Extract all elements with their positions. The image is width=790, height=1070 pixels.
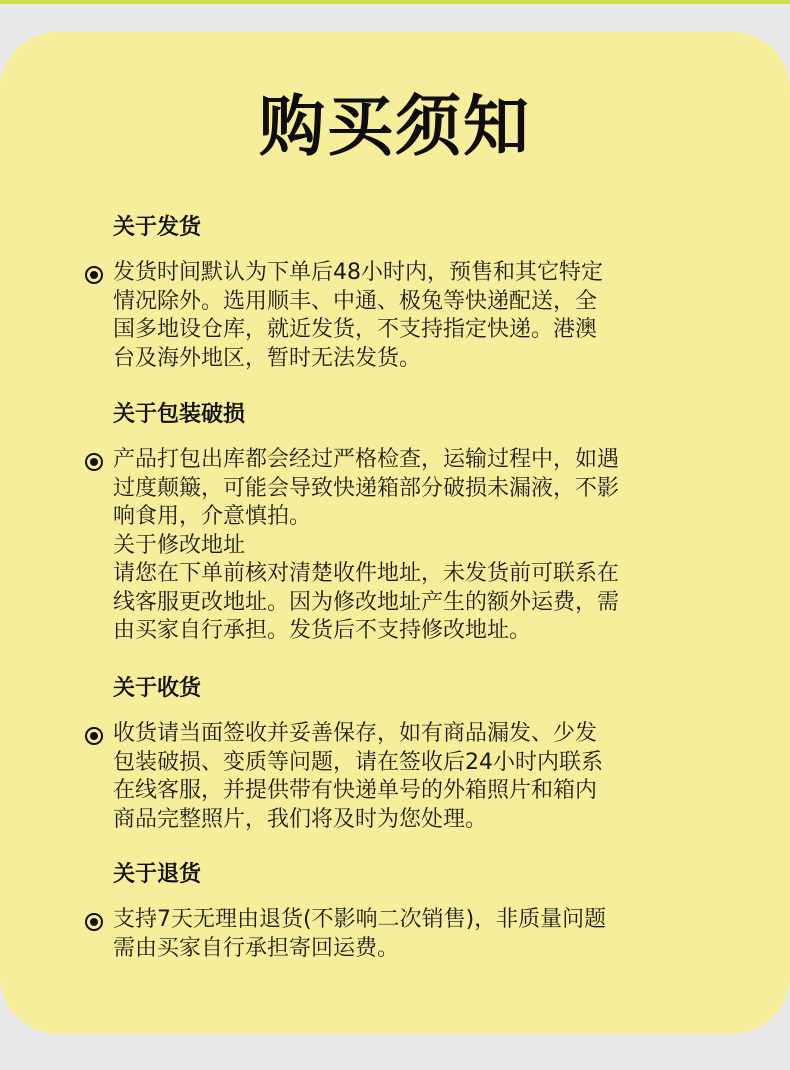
radio-bullet-icon (85, 913, 103, 931)
text-line: 台及海外地区，暂时无法发货。 (113, 345, 422, 371)
radio-bullet-icon (85, 727, 103, 745)
text-line: 收货请当面签收并妥善保存，如有商品漏发、少发 (113, 721, 598, 746)
text-line: 支持7天无理由退货(不影响二次销售)，非质量问题 (113, 907, 607, 932)
section-item (85, 259, 725, 373)
text-line: 在线客服，并提供带有快递单号的外箱照片和箱内 (113, 778, 598, 803)
section-item (85, 446, 725, 646)
text-line: 响食用，介意慎拍。 (113, 504, 312, 529)
section-heading: 关于收货 (113, 676, 202, 701)
text-line: 由买家自行承担。发货后不支持修改地址。 (113, 618, 532, 643)
text-line: 请您在下单前核对清楚收件地址，未发货前可联系在 (113, 561, 620, 586)
radio-bullet-icon (85, 266, 103, 284)
section-packaging (85, 400, 725, 646)
text-line: 国多地设仓库，就近发货，不支持指定快递。港澳 (113, 317, 598, 342)
text-line: 需由买家自行承担寄回运费。 (113, 935, 400, 961)
text-line: 过度颠簸，可能会导致快递箱部分破损未漏液，不影 (113, 475, 620, 501)
text-line: 商品完整照片，我们将及时为您处理。 (113, 806, 488, 832)
text-line: 发货时间默认为下单后48小时内，预售和其它特定 (113, 260, 603, 285)
section-heading: 关于发货 (113, 215, 202, 240)
top-stripe (0, 0, 790, 4)
radio-bullet-icon (85, 453, 103, 471)
section-item (85, 906, 725, 963)
section-item (85, 720, 725, 834)
section-heading: 关于退货 (113, 862, 202, 887)
text-line: 包装破损、变质等问题，请在签收后24小时内联系 (113, 749, 603, 775)
section-shipping (85, 213, 725, 373)
page-title: 购买须知 (259, 88, 531, 165)
text-line: 产品打包出库都会经过严格检查，运输过程中，如遇 (113, 447, 620, 472)
section-returns (85, 860, 725, 963)
section-receiving (85, 674, 725, 834)
text-line: 线客服更改地址。因为修改地址产生的额外运费，需 (113, 589, 620, 615)
section-heading: 关于包装破损 (113, 402, 246, 427)
text-line: 关于修改地址 (113, 532, 246, 558)
text-line: 情况除外。选用顺丰、中通、极兔等快递配送，全 (113, 288, 598, 314)
